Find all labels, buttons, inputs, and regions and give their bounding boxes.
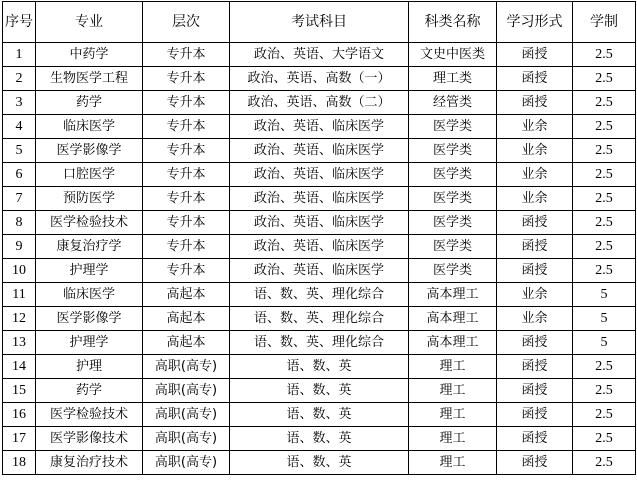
cell-study-mode: 业余: [497, 283, 573, 307]
cell-category: 理工: [409, 427, 497, 451]
cell-exam-subjects: 语、数、英: [230, 355, 409, 379]
cell-duration: 2.5: [573, 211, 636, 235]
cell-major: 药学: [36, 91, 143, 115]
cell-duration: 2.5: [573, 355, 636, 379]
cell-level: 专升本: [143, 91, 230, 115]
cell-level: 专升本: [143, 235, 230, 259]
table-row: [3, 235, 636, 259]
cell-major: 医学影像学: [36, 307, 143, 331]
cell-level: 高起本: [143, 283, 230, 307]
major-table: [2, 1, 636, 475]
table-header-row: [3, 2, 636, 43]
cell-index: 15: [3, 379, 36, 403]
cell-index: 4: [3, 115, 36, 139]
cell-major: 中药学: [36, 43, 143, 67]
cell-study-mode: 函授: [497, 235, 573, 259]
cell-category: 高本理工: [409, 331, 497, 355]
cell-study-mode: 业余: [497, 187, 573, 211]
cell-index: 18: [3, 451, 36, 475]
cell-exam-subjects: 语、数、英、理化综合: [230, 331, 409, 355]
cell-duration: 2.5: [573, 379, 636, 403]
cell-level: 高职(高专): [143, 355, 230, 379]
cell-category: 医学类: [409, 163, 497, 187]
cell-duration: 2.5: [573, 91, 636, 115]
cell-index: 17: [3, 427, 36, 451]
header-study-mode: 学习形式: [497, 2, 573, 43]
table-row: [3, 451, 636, 475]
cell-level: 专升本: [143, 211, 230, 235]
cell-category: 理工类: [409, 67, 497, 91]
cell-major: 口腔医学: [36, 163, 143, 187]
table-row: [3, 307, 636, 331]
table-body: [3, 43, 636, 475]
cell-duration: 2.5: [573, 139, 636, 163]
header-index: 序号: [3, 2, 36, 43]
cell-index: 3: [3, 91, 36, 115]
cell-major: 医学检验技术: [36, 211, 143, 235]
cell-category: 医学类: [409, 235, 497, 259]
cell-major: 医学检验技术: [36, 403, 143, 427]
cell-major: 护理学: [36, 259, 143, 283]
table-row: [3, 211, 636, 235]
cell-level: 专升本: [143, 115, 230, 139]
cell-major: 护理: [36, 355, 143, 379]
cell-study-mode: 函授: [497, 259, 573, 283]
cell-exam-subjects: 政治、英语、高数（二）: [230, 91, 409, 115]
cell-major: 医学影像技术: [36, 427, 143, 451]
table-row: [3, 115, 636, 139]
cell-major: 护理学: [36, 331, 143, 355]
cell-study-mode: 业余: [497, 163, 573, 187]
cell-exam-subjects: 政治、英语、临床医学: [230, 163, 409, 187]
header-category: 科类名称: [409, 2, 497, 43]
cell-index: 12: [3, 307, 36, 331]
cell-index: 1: [3, 43, 36, 67]
cell-index: 6: [3, 163, 36, 187]
table-row: [3, 187, 636, 211]
cell-exam-subjects: 政治、英语、临床医学: [230, 115, 409, 139]
table-row: [3, 43, 636, 67]
cell-exam-subjects: 语、数、英: [230, 403, 409, 427]
cell-index: 5: [3, 139, 36, 163]
cell-category: 理工: [409, 379, 497, 403]
cell-study-mode: 函授: [497, 67, 573, 91]
cell-exam-subjects: 政治、英语、临床医学: [230, 259, 409, 283]
cell-level: 高职(高专): [143, 403, 230, 427]
cell-exam-subjects: 政治、英语、临床医学: [230, 235, 409, 259]
cell-major: 预防医学: [36, 187, 143, 211]
table-row: [3, 91, 636, 115]
cell-category: 经管类: [409, 91, 497, 115]
cell-exam-subjects: 语、数、英: [230, 427, 409, 451]
cell-major: 医学影像学: [36, 139, 143, 163]
cell-category: 高本理工: [409, 307, 497, 331]
cell-study-mode: 函授: [497, 43, 573, 67]
cell-index: 11: [3, 283, 36, 307]
cell-level: 高起本: [143, 331, 230, 355]
cell-category: 医学类: [409, 211, 497, 235]
cell-category: 医学类: [409, 115, 497, 139]
cell-level: 专升本: [143, 187, 230, 211]
table-row: [3, 379, 636, 403]
cell-exam-subjects: 政治、英语、临床医学: [230, 187, 409, 211]
cell-category: 高本理工: [409, 283, 497, 307]
table-row: [3, 283, 636, 307]
cell-exam-subjects: 政治、英语、大学语文: [230, 43, 409, 67]
cell-exam-subjects: 政治、英语、临床医学: [230, 211, 409, 235]
table-row: [3, 427, 636, 451]
header-major: 专业: [36, 2, 143, 43]
cell-duration: 2.5: [573, 259, 636, 283]
cell-duration: 2.5: [573, 163, 636, 187]
cell-level: 专升本: [143, 67, 230, 91]
cell-study-mode: 业余: [497, 139, 573, 163]
cell-duration: 2.5: [573, 67, 636, 91]
table-row: [3, 259, 636, 283]
table-row: [3, 331, 636, 355]
cell-index: 14: [3, 355, 36, 379]
cell-study-mode: 函授: [497, 91, 573, 115]
header-exam-subjects: 考试科目: [230, 2, 409, 43]
cell-index: 2: [3, 67, 36, 91]
cell-level: 高起本: [143, 307, 230, 331]
cell-study-mode: 业余: [497, 307, 573, 331]
cell-duration: 2.5: [573, 43, 636, 67]
cell-duration: 2.5: [573, 235, 636, 259]
cell-index: 16: [3, 403, 36, 427]
cell-study-mode: 函授: [497, 211, 573, 235]
cell-index: 8: [3, 211, 36, 235]
cell-duration: 2.5: [573, 187, 636, 211]
cell-study-mode: 业余: [497, 115, 573, 139]
cell-category: 医学类: [409, 139, 497, 163]
cell-category: 文史中医类: [409, 43, 497, 67]
cell-study-mode: 函授: [497, 331, 573, 355]
cell-level: 高职(高专): [143, 379, 230, 403]
cell-exam-subjects: 政治、英语、高数（一）: [230, 67, 409, 91]
cell-index: 13: [3, 331, 36, 355]
cell-study-mode: 函授: [497, 403, 573, 427]
cell-exam-subjects: 语、数、英: [230, 451, 409, 475]
table-row: [3, 355, 636, 379]
cell-study-mode: 函授: [497, 427, 573, 451]
cell-duration: 2.5: [573, 427, 636, 451]
cell-category: 理工: [409, 403, 497, 427]
cell-duration: 5: [573, 307, 636, 331]
cell-duration: 2.5: [573, 451, 636, 475]
table-row: [3, 67, 636, 91]
cell-index: 7: [3, 187, 36, 211]
cell-level: 高职(高专): [143, 427, 230, 451]
cell-exam-subjects: 政治、英语、临床医学: [230, 139, 409, 163]
cell-duration: 2.5: [573, 115, 636, 139]
cell-exam-subjects: 语、数、英、理化综合: [230, 307, 409, 331]
cell-duration: 5: [573, 331, 636, 355]
header-level: 层次: [143, 2, 230, 43]
cell-level: 专升本: [143, 139, 230, 163]
cell-study-mode: 函授: [497, 379, 573, 403]
cell-duration: 2.5: [573, 403, 636, 427]
cell-major: 康复治疗学: [36, 235, 143, 259]
cell-study-mode: 函授: [497, 355, 573, 379]
cell-category: 医学类: [409, 187, 497, 211]
cell-major: 康复治疗技术: [36, 451, 143, 475]
header-duration: 学制: [573, 2, 636, 43]
cell-major: 临床医学: [36, 115, 143, 139]
cell-exam-subjects: 语、数、英、理化综合: [230, 283, 409, 307]
table-row: [3, 139, 636, 163]
cell-study-mode: 函授: [497, 451, 573, 475]
table-row: [3, 163, 636, 187]
cell-level: 专升本: [143, 259, 230, 283]
cell-level: 高职(高专): [143, 451, 230, 475]
cell-category: 理工: [409, 355, 497, 379]
cell-level: 专升本: [143, 43, 230, 67]
table-row: [3, 403, 636, 427]
cell-major: 临床医学: [36, 283, 143, 307]
cell-index: 10: [3, 259, 36, 283]
cell-major: 药学: [36, 379, 143, 403]
cell-exam-subjects: 语、数、英: [230, 379, 409, 403]
cell-category: 理工: [409, 451, 497, 475]
cell-duration: 5: [573, 283, 636, 307]
cell-category: 医学类: [409, 259, 497, 283]
cell-major: 生物医学工程: [36, 67, 143, 91]
cell-level: 专升本: [143, 163, 230, 187]
cell-index: 9: [3, 235, 36, 259]
